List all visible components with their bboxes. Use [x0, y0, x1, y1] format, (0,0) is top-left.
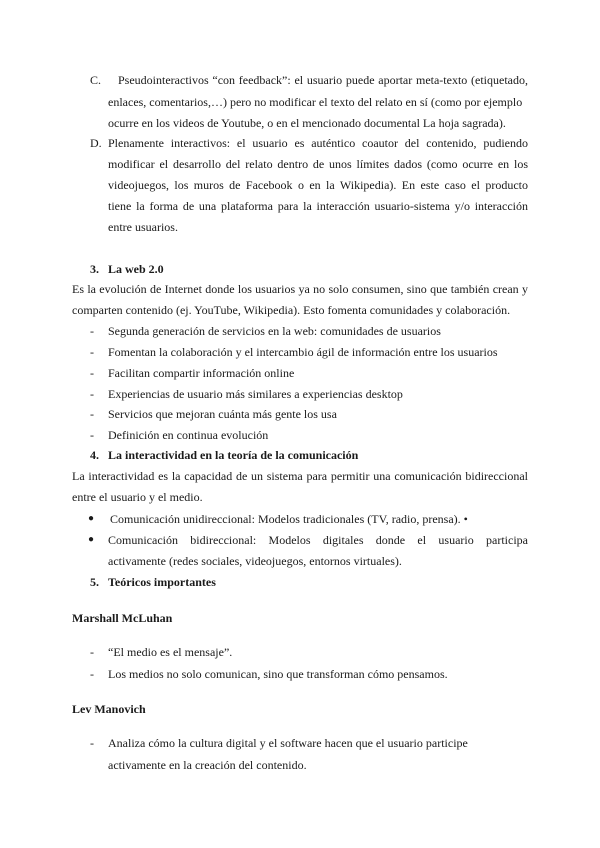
list-item: Experiencias de usuario más similares a experiencias desktop: [108, 387, 403, 401]
section-number: 4.: [90, 448, 99, 462]
theorist-name: Lev Manovich: [72, 702, 146, 716]
list-item-line: Pseudointeractivos “con feedback”: el usuario puede aportar meta-texto (etiquetado,: [118, 73, 528, 87]
list-item-line: Plenamente interactivos: el usuario es auténtico coautor del contenido, pudiendo: [108, 136, 528, 150]
list-item: Segunda generación de servicios en la web: comunidades de usuarios: [108, 324, 441, 338]
list-marker: D.: [90, 136, 102, 150]
theorist-name: Marshall McLuhan: [72, 611, 173, 625]
section-number: 3.: [90, 262, 99, 276]
section-heading: Teóricos importantes: [108, 575, 216, 589]
bullet-marker: -: [90, 387, 94, 401]
section-number: 5.: [90, 575, 99, 589]
list-item: “El medio es el mensaje”.: [108, 645, 233, 659]
list-item-line: tiene la forma de una plataforma para la interacción usuario-sistema y/o interacción: [108, 199, 528, 213]
list-item: Servicios que mejoran cuánta más gente los usa: [108, 407, 337, 421]
list-item-line: modificar el desarrollo del relato dentro de unos límites dados (como ocurre en los: [108, 157, 528, 171]
list-item: Facilitan compartir información online: [108, 366, 295, 380]
paragraph-line: La interactividad es la capacidad de un sistema para permitir una comunicación bidireccional: [72, 469, 528, 483]
bullet-marker: ●: [88, 513, 95, 524]
list-item-line: enlaces, comentarios,…) pero no modificar el texto del relato en sí (como por ejemplo: [108, 95, 523, 109]
bullet-marker: -: [90, 645, 94, 659]
list-item-line: videojuegos, los muros de Facebook o en la Wikipedia). En este caso el producto: [108, 178, 528, 192]
list-item-line: ocurre en los videos de Youtube, o en el mencionado documental La hoja sagrada).: [108, 116, 506, 130]
list-item: Comunicación bidireccional: Modelos digitales donde el usuario participa: [108, 533, 528, 547]
paragraph-line: comparten contenido (ej. YouTube, Wikipedia). Esto fomenta comunidades y colaboración.: [72, 303, 511, 317]
list-item: Fomentan la colaboración y el intercambio ágil de información entre los usuarios: [108, 345, 498, 359]
bullet-marker: ●: [88, 534, 95, 545]
list-item-line: entre usuarios.: [108, 220, 178, 234]
bullet-marker: -: [90, 428, 94, 442]
bullet-marker: -: [90, 736, 94, 750]
paragraph-line: entre el usuario y el medio.: [72, 490, 203, 504]
list-item: activamente (redes sociales, videojuegos, entornos virtuales).: [108, 554, 402, 568]
section-heading: La interactividad en la teoría de la comunicación: [108, 448, 359, 462]
list-item: activamente en la creación del contenido.: [108, 758, 307, 772]
list-item: Comunicación unidireccional: Modelos tradicionales (TV, radio, prensa). •: [110, 512, 468, 526]
list-item: Definición en continua evolución: [108, 428, 269, 442]
bullet-marker: -: [90, 407, 94, 421]
list-item: Analiza cómo la cultura digital y el software hacen que el usuario participe: [108, 736, 468, 750]
bullet-marker: -: [90, 366, 94, 380]
paragraph-line: Es la evolución de Internet donde los usuarios ya no solo consumen, sino que también crean y: [72, 282, 528, 296]
bullet-marker: -: [90, 667, 94, 681]
list-marker: C.: [90, 73, 102, 87]
list-item: Los medios no solo comunican, sino que transforman cómo pensamos.: [108, 667, 448, 681]
bullet-marker: -: [90, 345, 94, 359]
bullet-marker: -: [90, 324, 94, 338]
section-heading: La web 2.0: [108, 262, 164, 276]
